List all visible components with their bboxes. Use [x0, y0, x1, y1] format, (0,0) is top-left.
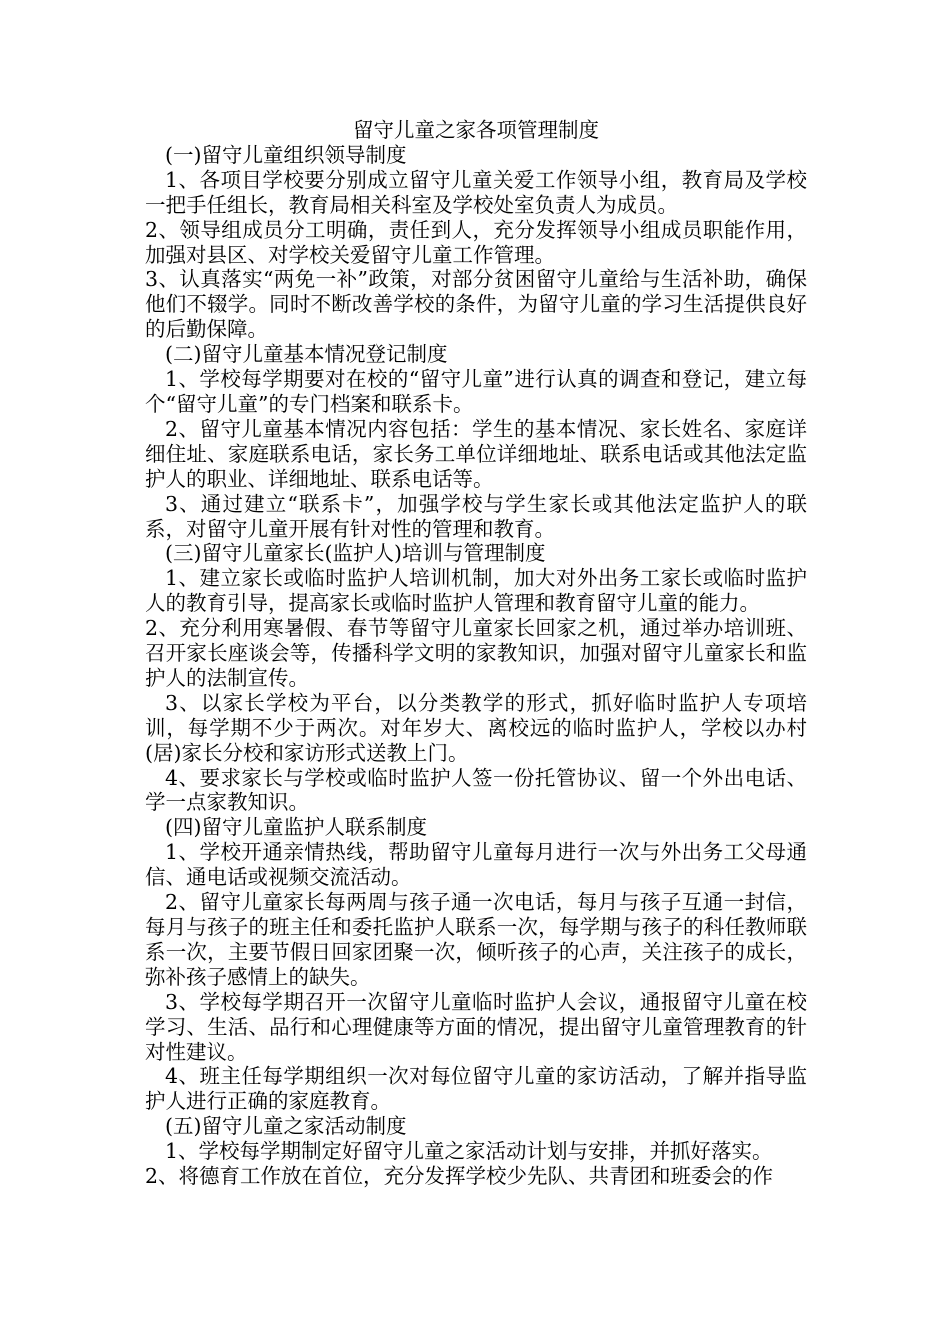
body-paragraph: 3、通过建立“联系卡”，加强学校与学生家长或其他法定监护人的联系，对留守儿童开展有针对性的管理和教育。	[145, 491, 807, 541]
section-heading: (三)留守儿童家长(监护人)培训与管理制度	[165, 541, 546, 566]
section-heading: (五)留守儿童之家活动制度	[165, 1114, 407, 1139]
section-heading: (二)留守儿童基本情况登记制度	[165, 342, 448, 367]
body-paragraph: 1、学校每学期要对在校的“留守儿童”进行认真的调查和登记，建立每个“留守儿童”的专门档案和联系卡。	[145, 367, 807, 416]
body-paragraph: 3、学校每学期召开一次留守儿童临时监护人会议，通报留守儿童在校学习、生活、品行和心理健康等方面的情况，提出留守儿童管理教育的针对性建议。	[145, 989, 807, 1064]
body-paragraph: 1、建立家长或临时监护人培训机制，加大对外出务工家长或临时监护人的教育引导，提高家长或临时监护人管理和教育留守儿童的能力。	[145, 566, 807, 616]
body-paragraph: 2、领导组成员分工明确，责任到人，充分发挥领导小组成员职能作用，加强对县区、对学校关爱留守儿童工作管理。	[145, 217, 807, 267]
body-paragraph: 2、留守儿童家长每两周与孩子通一次电话，每月与孩子互通一封信，每月与孩子的班主任和委托监护人联系一次，每学期与孩子的科任教师联系一次，主要节假日回家团聚一次，倾听孩子的心声，关注孩子的成长，弥补孩子感情上的缺失。	[145, 890, 807, 989]
section-heading: (四)留守儿童监护人联系制度	[165, 815, 427, 840]
body-paragraph: 2、充分利用寒暑假、春节等留守儿童家长回家之机，通过举办培训班、召开家长座谈会等，传播科学文明的家教知识，加强对留守儿童家长和监护人的法制宣传。	[145, 616, 807, 690]
body-paragraph: 3、认真落实“两免一补”政策，对部分贫困留守儿童给与生活补助，确保他们不辍学。同时不断改善学校的条件，为留守儿童的学习生活提供良好的后勤保障。	[145, 267, 807, 342]
body-paragraph: 4、班主任每学期组织一次对每位留守儿童的家访活动，了解并指导监护人进行正确的家庭教育。	[145, 1064, 807, 1114]
body-paragraph: 1、学校每学期制定好留守儿童之家活动计划与安排，并抓好落实。	[165, 1139, 773, 1164]
section-heading: (一)留守儿童组织领导制度	[165, 142, 407, 167]
body-paragraph: 2、将德育工作放在首位，充分发挥学校少先队、共青团和班委会的作	[145, 1164, 774, 1189]
body-paragraph: 2、留守儿童基本情况内容包括：学生的基本情况、家长姓名、家庭详细住址、家庭联系电话，家长务工单位详细地址、联系电话或其他法定监护人的职业、详细地址、联系电话等。	[145, 416, 807, 491]
body-paragraph: 3、以家长学校为平台，以分类教学的形式，抓好临时监护人专项培训，每学期不少于两次。对年岁大、离校远的临时监护人，学校以办村(居)家长分校和家访形式送教上门。	[145, 690, 807, 765]
document-title: 留守儿童之家各项管理制度	[353, 118, 599, 142]
body-paragraph: 4、要求家长与学校或临时监护人签一份托管协议、留一个外出电话、学一点家教知识。	[145, 765, 807, 815]
document-page	[145, 118, 807, 1189]
body-paragraph: 1、学校开通亲情热线，帮助留守儿童每月进行一次与外出务工父母通信、通电话或视频交流活动。	[145, 840, 807, 890]
document-body	[145, 143, 807, 1189]
body-paragraph: 1、各项目学校要分别成立留守儿童关爱工作领导小组，教育局及学校一把手任组长，教育局相关科室及学校处室负责人为成员。	[145, 167, 807, 217]
